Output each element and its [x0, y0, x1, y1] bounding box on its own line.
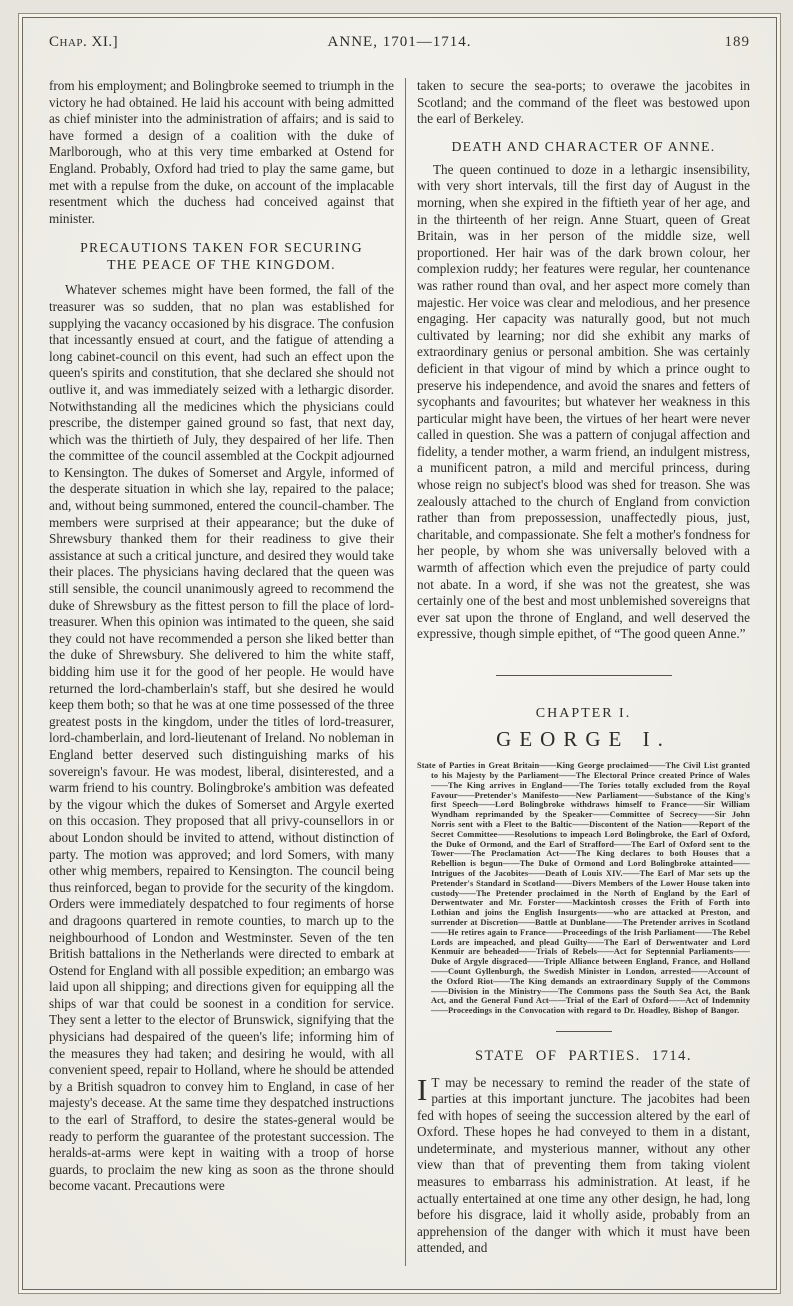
left-column [49, 78, 405, 1266]
section-heading-death-of-anne: DEATH AND CHARACTER OF ANNE. [451, 138, 716, 154]
right-column [406, 78, 750, 1266]
page-sheet [18, 13, 781, 1294]
running-title: ANNE, 1701—1714. [327, 34, 472, 50]
left-paragraph-continued: from his employment; and Bolingbroke seemed to triumph in the victory he had obtained. He laid his account with being admitted as chief minister into the administration of affairs; and is said to have formed a design of a coalition with the duke of Marlborough, who at this very time embarked at Ostend for England. Probably, Oxford had tried to play the same game, but met with a repulse from the duke, on account of the implacable resentment which the duchess had conceived against that minister. [49, 78, 394, 226]
chapter-heading: CHAPTER I. [535, 706, 632, 721]
page-number: 189 [724, 34, 750, 50]
two-column-body [49, 78, 750, 1266]
paragraph-state-text: T may be necessary to remind the reader of the state of parties at this important juncture. The jacobites had been fed with hopes of seeing the succession altered by the earl of Oxford. These hopes he had conveyed to them in a distant, undeterminate, and mysterious manner, without any other view than that of preventing them from taking violent measures to embarrass his administration. At least, if he actually entertained at one time any other design, he had, long before his disgrace, laid it wholly aside, probably from an apprehension of the danger with which it must have been attended, and [417, 1074, 750, 1256]
chapter-label: Chap. XI.] [49, 34, 119, 50]
left-paragraph-main: Whatever schemes might have been formed, the fall of the treasurer was so sudden, that no plan was established for supplying the vacancy occasioned by his disgrace. The confusion that incessantly ensued at court, and the fatigue of attending a long cabinet-council on this event, had such an effect upon the queen's spirits and constitution, that she declared she should not outlive it, and was immediately seized with a lethargic disorder. Notwithstanding all the medicines which the physicians could prescribe, the distemper gained ground so fast, that next day, which was the thirtieth of July, they despaired of her life. Then the committee of the council assembled at the Cockpit adjourned to Kensington. The dukes of Somerset and Argyle, informed of the desperate situation in which she lay, repaired to the palace; and, without being summoned, entered the council-chamber. The members were surprised at their appearance; but the duke of Shrewsbury thanked them for their readiness to give their assistance at such a critical juncture, and desired they would take their places. The physicians having declared that the queen was still sensible, the council unanimously agreed to recommend the duke of Shrewsbury as the fittest person to fill the place of lord-treasurer. When this opinion was intimated to the queen, she said they could not have recommended a person she liked better than the duke of Shrewsbury. She delivered to him the white staff, bidding him use it for the good of her people. He would have returned the lord-chamberlain's staff, but she desired he would keep them both; so that he was at one time possessed of the three greatest posts in the kingdom, under the titles of lord-treasurer, lord-chamberlain, and lord-lieutenant of Ireland. No nobleman in England better deserved such distinguishing marks of his sovereign's favour. He was modest, liberal, disinterested, and a warm friend to his country. Bolingbroke's ambition was defeated by the vigour which the dukes of Somerset and Argyle exerted on this occasion. They proposed that all privy-counsellors in or about London should be invited to attend, without distinction of party. The motion was approved; and lord Somers, with many other whig members, repaired to Kensington. The council being thus reinforced, began to provide for the security of the kingdom. Orders were immediately despatched to four regiments of horse and dragoons quartered in remote counties, to march up to the neighbourhood of London and Westminster. Seven of the ten British battalions in the Netherlands were directed to embark at Ostend for England with all possible expedition; an embargo was laid upon all shipping; and directions given for equipping all the ships of war that could be soonest in a condition for service. They sent a letter to the elector of Brunswick, signifying that the physicians had despaired of the queen's life; informing him of the measures they had taken; and desiring he would, with all convenient speed, repair to Holland, where he should be attended by a British squadron to convey him to England, in case of her majesty's decease. At the same time they despatched instructions to the earl of Strafford, to desire the states-general would be ready to perform the guarantee of the protestant succession. The heralds-at-arms were kept in waiting with a troop of horse guards, to proclaim the new king as soon as the throne should become vacant. Precautions were [49, 282, 394, 1194]
section-heading-precautions: PRECAUTIONS TAKEN FOR SECURING THE PEACE OF THE KINGDOM. [80, 240, 363, 273]
chapter-contents-summary: State of Parties in Great Britain——King George proclaimed——The Civil List granted to his Majesty by the Parliament——The Electoral Prince created Prince of Wales——The King arrives in England——The Tories totally excluded from the Royal Favour——Pretender's Manifesto——New Parliament——Substance of the King's first Speech——Lord Bolingbroke withdraws himself to France——Sir William Wyndham reprimanded by the Speaker——Committee of Secrecy——Sir John Norris sent with a Fleet to the Baltic——Discontent of the Nation——Report of the Secret Committee——Resolutions to impeach Lord Bolingbroke, the Earl of Oxford, the Duke of Ormond, and the Earl of Strafford——The Earl of Oxford sent to the Tower——The Proclamation Act——The King declares to both Houses that a Rebellion is begun——The Duke of Ormond and Lord Bolingbroke attainted——Intrigues of the Jacobites——Death of Louis XIV.——The Earl of Mar sets up the Pretender's Standard in Scotland——Divers Members of the Lower House taken into custody——The Pretender proclaimed in the North of England by the Earl of Derwentwater and Mr. Forster——Mackintosh crosses the Frith of Forth into Lothian and joins the English Insurgents——who are attacked at Preston, and surrender at Discretion——Battle at Dunblane——The Pretender arrives in Scotland——He retires again to France——Proceedings of the Irish Parliament——The Rebel Lords are impeached, and plead Guilty——The Earl of Derwentwater and Lord Kenmuir are beheaded——Trials of Rebels——Act for Septennial Parliaments——Duke of Argyle disgraced——Triple Alliance between England, France, and Holland——Count Gyllenburgh, the Swedish Minister in London, arrested——Account of the Oxford Riot——The King demands an extraordinary Supply of the Commons——Division in the Ministry——The Commons pass the South Sea Act, the Bank Act, and the General Fund Act——Trial of the Earl of Oxford——Act of Indemnity——Proceedings in the Convocation with regard to Dr. Hoadley, Bishop of Bangor. [417, 761, 750, 1016]
chapter-title-george-i: GEORGE I. [496, 726, 671, 751]
paragraph-state-of-parties [417, 1071, 750, 1258]
right-paragraph-continued: taken to secure the sea-ports; to overawe the jacobites in Scotland; and the command of the fleet was bestowed upon the earl of Berkeley. [417, 78, 750, 127]
paragraph-character-of-anne: The queen continued to doze in a lethargic insensibility, with very short intervals, till the first day of August in the morning, when she expired in the fiftieth year of her age, and in the thirteenth of her reign. Anne Stuart, queen of Great Britain, was in her person of the middle size, well proportioned. Her hair was of the dark brown colour, her complexion ruddy; her features were regular, her countenance was rather round than oval, and her aspect more comely than majestic. Her voice was clear and melodious, and her presence engaging. Her capacity was naturally good, but not much cultivated by learning; nor did she exhibit any marks of extraordinary genius or personal ambition. She was certainly deficient in that vigour of mind by which a prince ought to preserve his independence, and avoid the snares and fetters of sycophants and favourites; but whatever her weakness in this particular might have been, the virtues of her heart were never called in question. She was a pattern of conjugal affection and fidelity, a tender mother, a warm friend, an indulgent mistress, a munificent patron, a mild and merciful princess, during whose reign no subject's blood was shed for treason. She was zealously attached to the church of England from conviction rather than from prepossession, unaffectedly pious, just, charitable, and compassionate. She felt a mother's fondness for her people, by whom she was universally beloved with a warmth of affection which even the prejudice of party could not abate. In a word, if she was not the greatest, she was certainly one of the best and most unblemished sovereigns that ever sat upon the throne of England, and well deserved the expressive, though simple epithet, of “The good queen Anne.” [417, 161, 750, 642]
dropcap-initial: I [417, 1071, 428, 1107]
section-divider-rule [496, 675, 672, 676]
page-header [49, 34, 750, 60]
subsection-divider-rule [556, 1031, 612, 1032]
page-frame [22, 17, 777, 1290]
section-heading-state-of-parties: STATE OF PARTIES. 1714. [474, 1047, 693, 1064]
